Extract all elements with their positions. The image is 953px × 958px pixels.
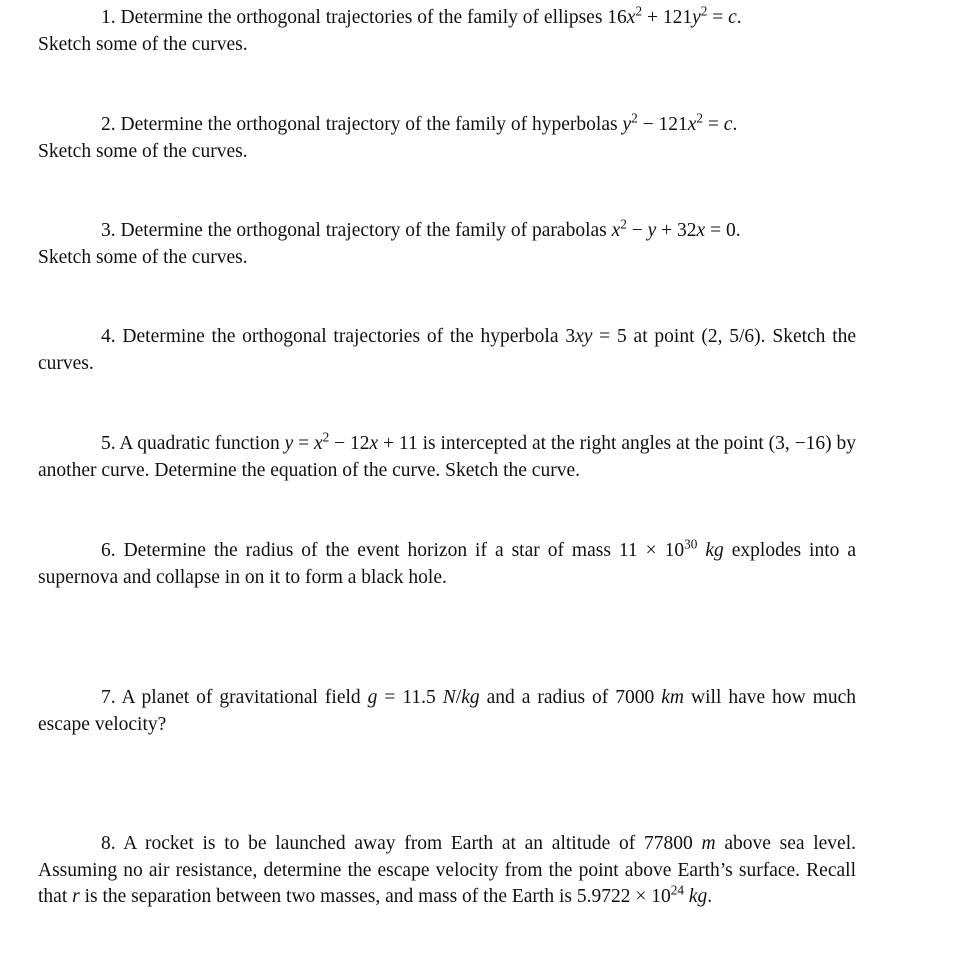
problem-1-instruction: Sketch some of the curves.: [38, 33, 248, 55]
problem-2-instruction: Sketch some of the curves.: [38, 140, 248, 162]
problem-1-equation: $16x^2 + 121y^2 = c$.: [607, 3, 742, 28]
problem-1: [38, 5, 856, 58]
problem-8: [38, 831, 856, 911]
problem-6-paragraph: [38, 538, 856, 591]
problem-2-line-1: [38, 112, 856, 139]
problem-8-text: 8. A rocket is to be launched away from Earth at an altitude of: [101, 833, 636, 854]
problem-2-text: 2. Determine the orthogonal trajectory of the family of hyperbolas: [101, 114, 618, 135]
problem-6-text: 6. Determine the radius of the event horizon if a star of mass: [101, 540, 611, 561]
problem-7-connector: and a radius of: [486, 687, 609, 708]
problem-5-text: 5. A quadratic function: [101, 433, 280, 454]
problem-8-connector-2: is the separation between two masses, and mass of the Earth is: [84, 886, 572, 907]
problem-5-point: (3, −16): [768, 433, 832, 454]
problem-3: [38, 218, 856, 271]
problem-4-point: (2, 5/6).: [701, 326, 766, 347]
problem-4-connector: at point: [633, 326, 695, 347]
problem-7: [38, 685, 856, 738]
problem-6-instruction: explodes into a supernova and collapse in on it to form a black hole.: [38, 540, 857, 588]
problem-4-paragraph: [38, 324, 856, 377]
problem-3-equation: $x^2 - y + 32x = 0$.: [611, 216, 741, 241]
problem-8-earth-mass: $5.9722 \times 10^{24}$ kg.: [576, 882, 713, 907]
problem-5-connector: is intercepted at the right angles at the point: [422, 433, 764, 454]
problem-8-variable: r: [72, 886, 80, 907]
problem-4-instruction: Sketch the curves.: [38, 326, 857, 374]
problem-8-paragraph: [38, 831, 856, 911]
problem-1-line-1: [38, 5, 856, 32]
problem-8-altitude: 77800 m: [644, 833, 716, 854]
problem-7-question: will have how much escape velocity?: [38, 687, 857, 735]
problem-4: [38, 324, 856, 377]
problem-3-text: 3. Determine the orthogonal trajectory of the family of parabolas: [101, 220, 607, 241]
problem-7-text: 7. A planet of gravitational field: [101, 687, 361, 708]
problem-3-line-1: [38, 218, 856, 245]
problem-5-equation: $y = x^2 - 12x + 11$: [284, 429, 418, 454]
problem-2: [38, 112, 856, 165]
problem-7-radius: 7000 km: [615, 687, 685, 708]
problem-7-paragraph: [38, 685, 856, 738]
problem-5-instruction: by another curve. Determine the equation of the curve. Sketch the curve.: [38, 433, 856, 481]
problem-5: [38, 431, 856, 484]
problem-4-equation: 3xy = 5: [565, 326, 627, 347]
problem-3-instruction: Sketch some of the curves.: [38, 246, 248, 268]
problem-6-mass: $11 \times 10^{30}$ kg: [618, 536, 724, 561]
problem-7-field: g = 11.5 N/kg: [367, 687, 480, 708]
problem-2-equation: $y^2 - 121x^2 = c$.: [622, 110, 738, 135]
problem-6: [38, 538, 856, 591]
problem-8-connector: above sea level. Assuming no air resistance, determine the escape velocity from the point above Earth’s surface. Recall that: [38, 833, 857, 907]
problem-1-text: 1. Determine the orthogonal trajectories of the family of ellipses: [101, 7, 603, 28]
problem-4-text: 4. Determine the orthogonal trajectories of the hyperbola: [101, 326, 559, 347]
problem-5-paragraph: [38, 431, 856, 484]
